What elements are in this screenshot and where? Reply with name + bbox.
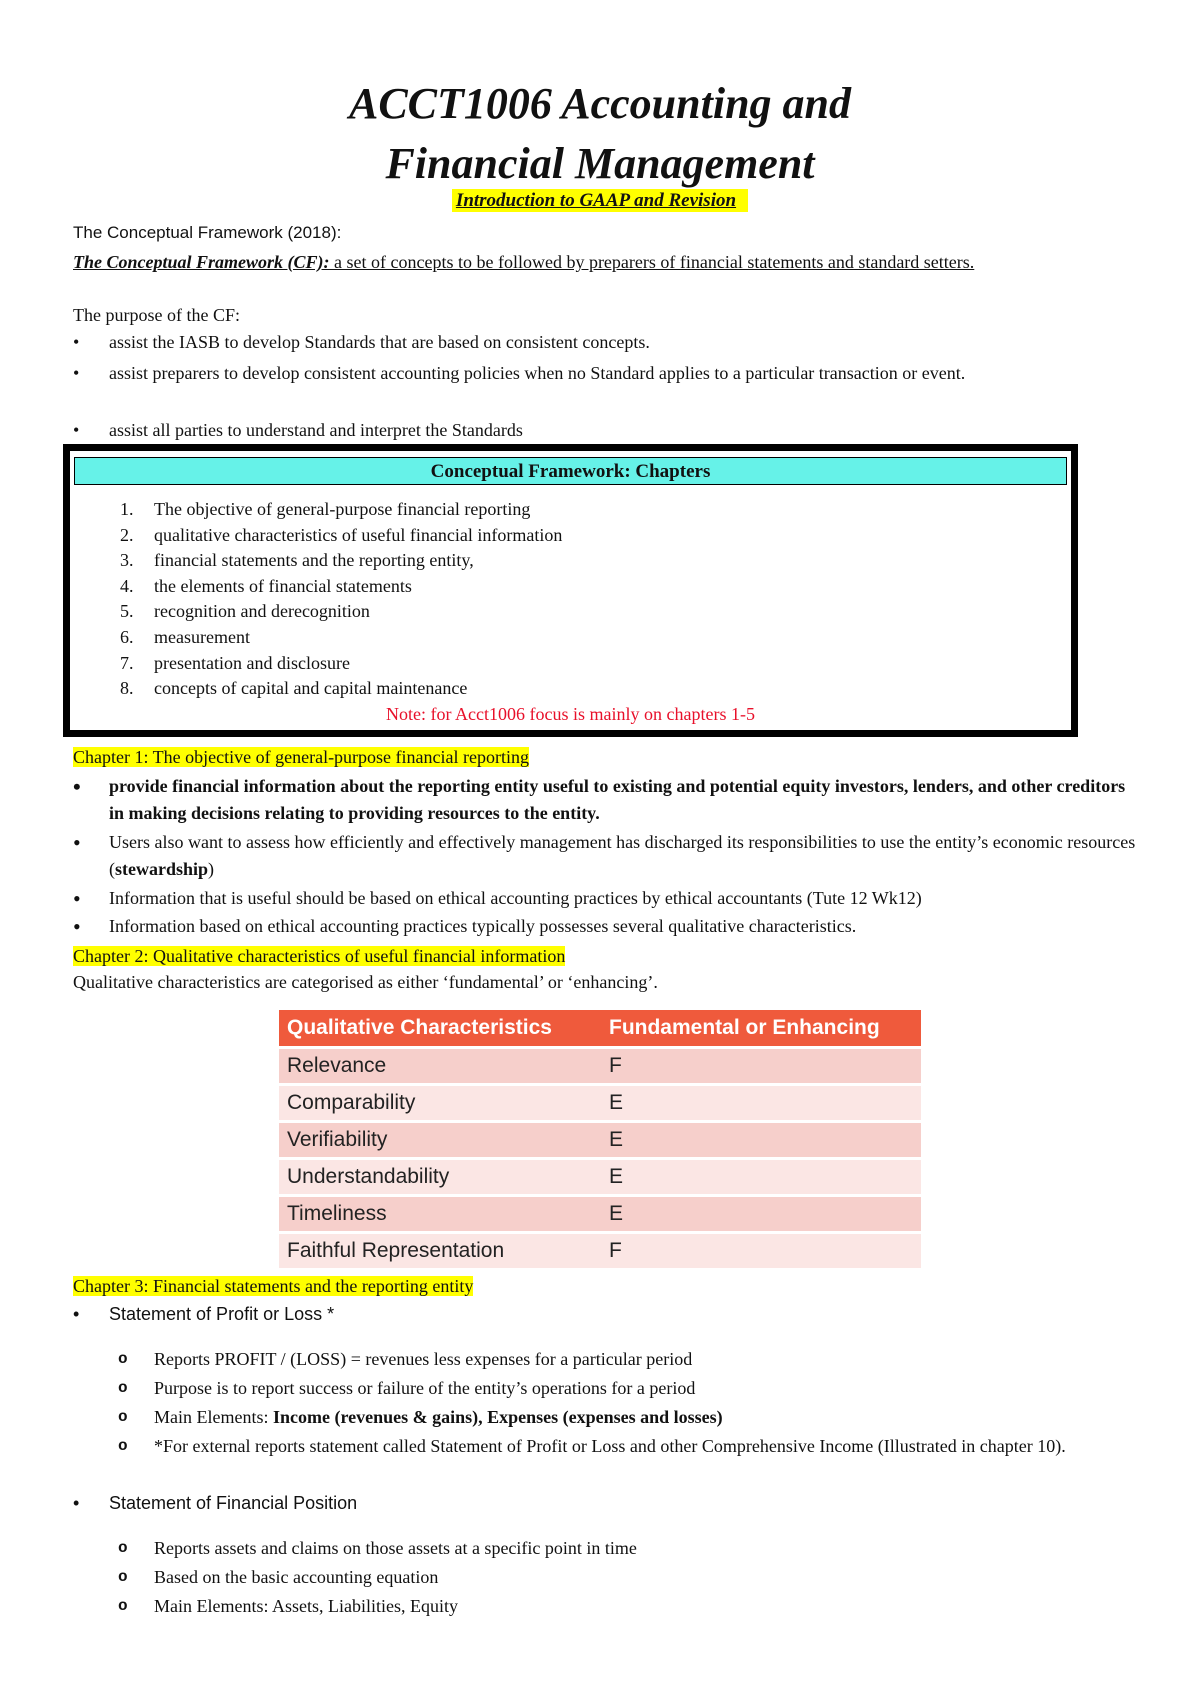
purpose-bullet-text: assist the IASB to develop Standards that are based on consistent concepts. — [109, 332, 650, 352]
table-row — [279, 1157, 921, 1194]
purpose-intro: The purpose of the CF: — [73, 305, 240, 325]
chapter3-heading: Chapter 3: Financial statements and the reporting entity — [73, 1276, 474, 1296]
sub-bullet — [118, 1592, 1138, 1620]
sub-bullet-text: *For external reports statement called Statement of Profit or Loss and other Comprehensive Income (Illustrated in chapter 10). — [154, 1436, 1066, 1456]
table-row — [279, 1083, 921, 1120]
chapter2-heading: Chapter 2: Qualitative characteristics of useful financial information — [73, 946, 566, 966]
sub-bullet — [118, 1403, 1138, 1431]
sub-bullet-icon: o — [118, 1568, 128, 1586]
sub-bullet — [118, 1534, 1138, 1562]
table-header-cell: Qualitative Characteristics — [287, 1016, 552, 1039]
chapter-list-item: 4. the elements of financial statements — [120, 575, 412, 596]
document-subtitle: Introduction to GAAP and Revision — [452, 189, 748, 212]
chapter-list-item: 2. qualitative characteristics of useful financial information — [120, 524, 563, 545]
bullet-icon: • — [73, 1304, 80, 1324]
table-row — [279, 1231, 921, 1268]
table-cell: Timeliness — [287, 1202, 387, 1225]
chapters-box-note: Note: for Acct1006 focus is mainly on chapters 1-5 — [386, 704, 755, 724]
table-cell: Understandability — [287, 1165, 450, 1188]
table-row — [279, 1046, 921, 1083]
cf-definition — [73, 248, 1138, 276]
table-cell: Comparability — [287, 1091, 416, 1114]
purpose-bullet — [73, 360, 1143, 387]
chapter1-bullet — [73, 913, 1143, 940]
sub-bullet-icon: o — [118, 1408, 128, 1426]
chapter1-heading: Chapter 1: The objective of general-purpose financial reporting — [73, 747, 529, 767]
table-cell: F — [609, 1054, 622, 1077]
table-cell: E — [609, 1202, 624, 1225]
table-header-cell: Fundamental or Enhancing — [609, 1016, 880, 1039]
bullet-icon: • — [73, 1493, 80, 1513]
table-row — [279, 1120, 921, 1157]
bullet-icon: • — [73, 420, 80, 440]
chapter3-statement-bullet — [73, 1490, 1143, 1517]
chapter1-bullet-text: Users also want to assess how efficiently and effectively management has discharged its responsibilities to use the entity’s economic resources (stewardship) — [109, 832, 1136, 879]
table-row — [279, 1194, 921, 1231]
statement-title: Statement of Financial Position — [109, 1493, 358, 1513]
chapter-list-item: 8. concepts of capital and capital maintenance — [120, 678, 468, 699]
sub-bullet-icon: o — [118, 1379, 128, 1397]
chapter1-bullet-text: Information based on ethical accounting practices typically possesses several qualitative characteristics. — [109, 916, 857, 936]
bullet-icon: • — [73, 332, 80, 352]
chapter1-bullet — [73, 773, 1143, 827]
document-title-line-1: ACCT1006 Accounting and — [348, 79, 852, 128]
table-header-row — [279, 1010, 921, 1046]
purpose-bullet-text: assist all parties to understand and interpret the Standards — [109, 420, 523, 440]
sub-bullet — [118, 1374, 1138, 1402]
chapter-list-item: 6. measurement — [120, 626, 250, 647]
bullet-icon: • — [73, 363, 80, 383]
sub-bullet-text: Based on the basic accounting equation — [154, 1567, 439, 1587]
chapters-box — [63, 444, 1078, 737]
sub-bullet — [118, 1563, 1138, 1591]
chapter-list-item: 5. recognition and derecognition — [120, 601, 370, 622]
purpose-bullet — [73, 417, 1143, 444]
sub-bullet — [118, 1345, 1138, 1373]
qualitative-characteristics-table — [279, 1010, 921, 1268]
table-cell: Relevance — [287, 1054, 387, 1077]
chapters-box-heading: Conceptual Framework: Chapters — [74, 457, 1067, 485]
sub-bullet-icon: o — [118, 1539, 128, 1557]
bullet-icon: • — [73, 830, 81, 855]
chapter-list-item: 1. The objective of general-purpose financial reporting — [120, 499, 531, 519]
sub-bullet-text: Reports PROFIT / (LOSS) = revenues less expenses for a particular period — [154, 1349, 693, 1369]
purpose-bullet-text: assist preparers to develop consistent accounting policies when no Standard applies to a particular transaction or event. — [109, 363, 966, 383]
chapter-list-item: 3. financial statements and the reporting entity, — [120, 550, 474, 571]
chapter3-statement-bullet — [73, 1301, 1143, 1328]
table-cell: Verifiability — [287, 1128, 388, 1151]
sub-bullet-text: Reports assets and claims on those assets at a specific point in time — [154, 1538, 637, 1558]
statement-title: Statement of Profit or Loss * — [109, 1304, 335, 1324]
sub-bullet — [118, 1432, 1138, 1460]
chapter2-intro: Qualitative characteristics are categorised as either ‘fundamental’ or ‘enhancing’. — [73, 972, 658, 992]
document-title-line-2: Financial Management — [385, 139, 815, 188]
subtitle-row — [0, 190, 1200, 212]
chapter1-bullet — [73, 885, 1143, 912]
table-cell: E — [609, 1091, 624, 1114]
bullet-icon: • — [73, 774, 81, 799]
table-cell: Faithful Representation — [287, 1239, 505, 1262]
cf-definition-term: The Conceptual Framework (CF): — [73, 252, 330, 272]
table-cell: E — [609, 1165, 624, 1188]
cf-definition-text: a set of concepts to be followed by preparers of financial statements and standard setters. — [329, 252, 975, 272]
table-cell: E — [609, 1128, 624, 1151]
chapters-list — [120, 497, 562, 702]
sub-bullet-text: Main Elements: Assets, Liabilities, Equity — [154, 1596, 458, 1616]
sub-bullet-text: Main Elements: Income (revenues & gains), Expenses (expenses and losses) — [154, 1407, 723, 1427]
chapter-list-item: 7. presentation and disclosure — [120, 652, 350, 673]
purpose-bullet — [73, 329, 1143, 356]
chapter1-bullet — [73, 829, 1143, 883]
chapter1-bullet-text: provide financial information about the reporting entity useful to existing and potential equity investors, lenders, and other creditors in making decisions relating to providing resources to the entity. — [109, 776, 1126, 823]
sub-bullet-text: Purpose is to report success or failure of the entity’s operations for a period — [154, 1378, 696, 1398]
bullet-icon: • — [73, 914, 81, 939]
chapter1-bullet-text: Information that is useful should be based on ethical accounting practices by ethical accountants (Tute 12 Wk12) — [109, 888, 922, 908]
table-cell: F — [609, 1239, 622, 1262]
cf-heading: The Conceptual Framework (2018): — [73, 223, 342, 242]
sub-bullet-icon: o — [118, 1437, 128, 1455]
sub-bullet-icon: o — [118, 1350, 128, 1368]
bullet-icon: • — [73, 886, 81, 911]
sub-bullet-icon: o — [118, 1597, 128, 1615]
